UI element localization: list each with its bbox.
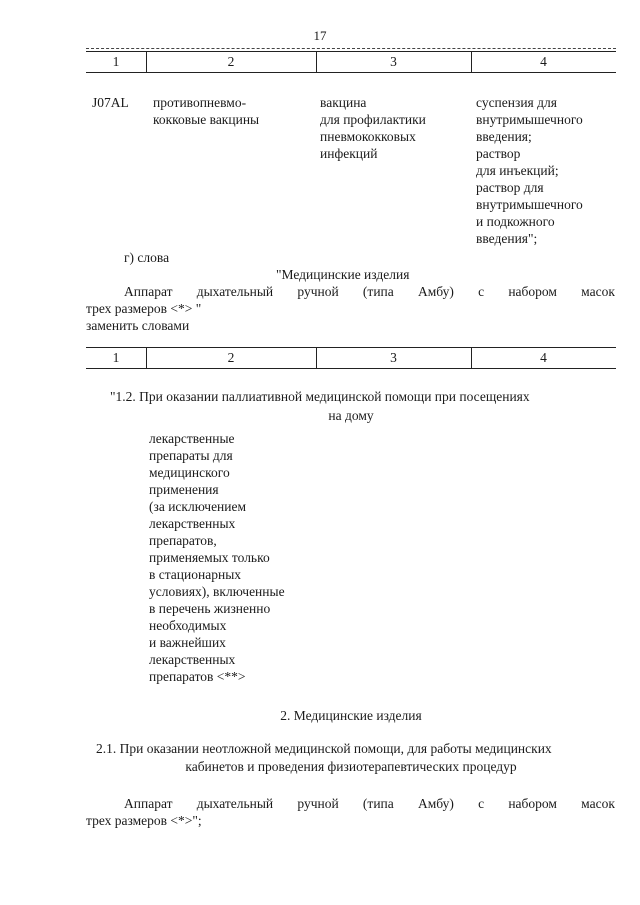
drug-line: вакцина [320,95,367,110]
final-device-line-1 [124,795,615,812]
section-1-2-line-1: "1.2. При оказании паллиативной медицинской помощи при посещениях [110,389,530,404]
drugs-line: применения [149,482,219,497]
word: Амбу) [417,796,454,811]
atc-code: J07AL [92,95,129,110]
item-g: г) слова [124,250,170,265]
word: с [478,796,485,811]
word: Амбу) [417,284,454,299]
form-line: раствор [476,146,521,161]
word: (типа [362,796,394,811]
form-line: суспензия для [476,95,557,110]
word: (типа [362,284,394,299]
drug-line: для профилактики [320,112,426,127]
word: с [478,284,485,299]
drugs-line: препараты для [149,448,233,463]
drugs-line: и важнейших [149,635,226,650]
drugs-line: (за исключением [149,499,247,514]
header-col-4: 4 [540,54,547,69]
drug-line: инфекций [320,146,378,161]
form-line: введения"; [476,231,538,246]
word: ручной [297,796,339,811]
drugs-line: лекарственные [149,431,235,446]
header-col-2: 2 [227,350,235,365]
word: Аппарат [124,796,173,811]
drug-cell [320,94,426,162]
form-line: для инъекций; [476,163,559,178]
drugs-line: медицинского [149,465,230,480]
word: масок [581,796,615,811]
drugs-block [149,430,285,685]
page-number: 17 [313,28,327,43]
word: набором [508,796,557,811]
device-line-2: трех размеров <*> " [86,301,202,316]
drugs-line: применяемых только [149,550,270,565]
form-line: раствор для [476,180,544,195]
drugs-line: лекарственных [149,652,236,667]
word: Аппарат [124,284,173,299]
header-col-2: 2 [227,54,235,69]
header-dashed-rule [86,48,616,49]
form-line: введения; [476,129,532,144]
drug-line: пневмококковых [320,129,416,144]
drugs-line: препаратов <**> [149,669,246,684]
form-line: и подкожного [476,214,555,229]
table-header-bottom [86,347,616,369]
group-cell [153,94,259,128]
header-col-3: 3 [390,54,397,69]
form-line: внутримышечного [476,197,583,212]
word: дыхательный [196,796,274,811]
section-2-1-line-1: 2.1. При оказании неотложной медицинской помощи, для работы медицинских [96,741,552,756]
form-line: внутримышечного [476,112,583,127]
header-col-1: 1 [112,54,120,69]
word: масок [581,284,615,299]
group-line: кокковые вакцины [153,112,260,127]
device-line-1 [124,283,615,300]
group-line: противопневмо- [153,95,247,110]
word: набором [508,284,557,299]
section-2-heading: 2. Медицинские изделия [280,708,422,723]
word: дыхательный [196,284,274,299]
header-col-1: 1 [112,350,120,365]
drugs-line: необходимых [149,618,227,633]
section-1-2-line-2: на дому [328,408,374,423]
section-2-1-line-2: кабинетов и проведения физиотерапевтических процедур [185,759,517,774]
word: ручной [297,284,339,299]
drugs-line: в стационарных [149,567,242,582]
quoted-heading: "Медицинские изделия [276,267,410,282]
replace-label: заменить словами [86,318,190,333]
header-col-3: 3 [390,350,397,365]
drugs-line: в перечень жизненно [149,601,271,616]
drugs-line: условиях), включенные [149,584,285,599]
drugs-line: препаратов, [149,533,217,548]
table-header-top [86,51,616,73]
final-device-line-2: трех размеров <*>"; [86,813,202,828]
form-cell [476,94,583,247]
drugs-line: лекарственных [149,516,236,531]
header-col-4: 4 [540,350,547,365]
